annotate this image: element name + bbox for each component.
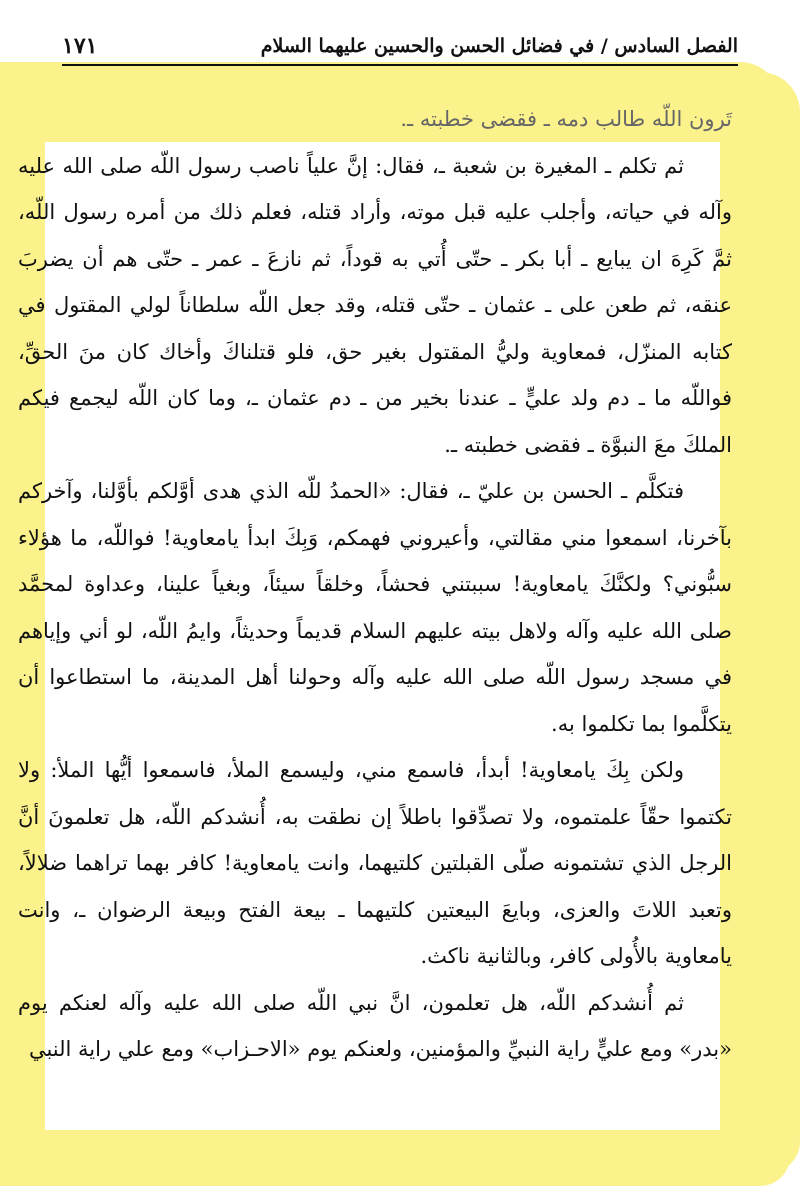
paragraph-5: ثم أُنشدكم اللّه، هل تعلمون، انَّ نبي اللّه صلى الله عليه وآله لعنكم يوم «بدر» ومع عليٍّ راية النبيِّ والمؤمنين، ولعنكم يوم «الاحـزاب» ومع علي راية النبي (18, 990, 732, 1061)
highlight-bottom (0, 1130, 790, 1186)
page-body (18, 96, 732, 1073)
paragraph-1: تَرون اللّه طالب دمه ـ فقضى خطبته ـ. (400, 107, 732, 131)
highlight-right (720, 72, 800, 1172)
header-rule (62, 64, 738, 66)
paragraph-3: فتكلَّم ـ الحسن بن عليّ ـ، فقال: «الحمدُ للّه الذي هدى أوَّلكم بأوَّلنا، وآخركم بآخرنا، اسمعوا مني مقالتي، وأعيروني فهمكم، وَبِكَ ابدأ يامعاوية! فواللّه، ما هؤلاء سبُّوني؟ ولكنَّكَ يامعاوية! سببتني فحشاً، وخلقاً سيئاً، وبغياً علينا، وعداوة لمحمَّد صلى الله عليه وآله ولاهل بيته عليهم السلام قديماً وحديثاً، وايمُ اللّه، لو أني وإياهم في مسجد رسول اللّه صلى الله عليه وآله وحولنا أهل المدينة، ما استطاعوا أن يتكلَّموا بما تكلموا به. (18, 479, 732, 736)
paragraph-4: ولكن بِكَ يامعاوية! أبدأ، فاسمع مني، وليسمع الملأ، فاسمعوا أيُّها الملأ: ولا تكتموا حقّاً علمتموه، ولا تصدِّقوا باطلاً إن نطقت به، أُنشدكم اللّه، هل تعلمونَ أنَّ الرجل الذي تشتمونه صلّى القبلتين كلتيهما، وانت يامعاوية! كافر بهما تراهما ضلالاً، وتعبد اللاتَ والعزى، وبايعَ البيعتين كلتيهما ـ بيعة الفتح وبيعة الرضوان ـ، وانت يامعاوية بالأُولى كافر، وبالثانية ناكث. (18, 758, 732, 968)
page-header (62, 28, 738, 64)
chapter-title: الفصل السادس / في فضائل الحسن والحسين عليهما السلام (260, 35, 738, 57)
paragraph-2: ثم تكلم ـ المغيرة بن شعبة ـ، فقال: إنَّ علياً ناصب رسول اللّه صلى الله عليه وآله في حياته، وأجلب عليه قبل موته، وأراد قتله، فعلم ذلك من أمره رسول اللّه، ثمَّ كَرِهَ ان يبايع ـ أبا بكر ـ حتّى أُتي به قوداً، ثم نازعَ ـ عمر ـ حتّى هم أن يضربَ عنقه، ثم طعن على ـ عثمان ـ حتّى قتله، وقد جعل اللّه سلطاناً لولي المقتول في كتابه المنزّل، فمعاوية وليُّ المقتول بغير حق، فلو قتلناكَ وأخاك كان منَ الحقِّ، فواللّه ما ـ دم ولد عليٍّ ـ عندنا بخير من ـ دم عثمان ـ، وما كان اللّه ليجمع فيكم الملكَ معَ النبوَّة ـ فقضى خطبته ـ. (18, 153, 732, 457)
page-number: ١٧١ (62, 33, 98, 59)
